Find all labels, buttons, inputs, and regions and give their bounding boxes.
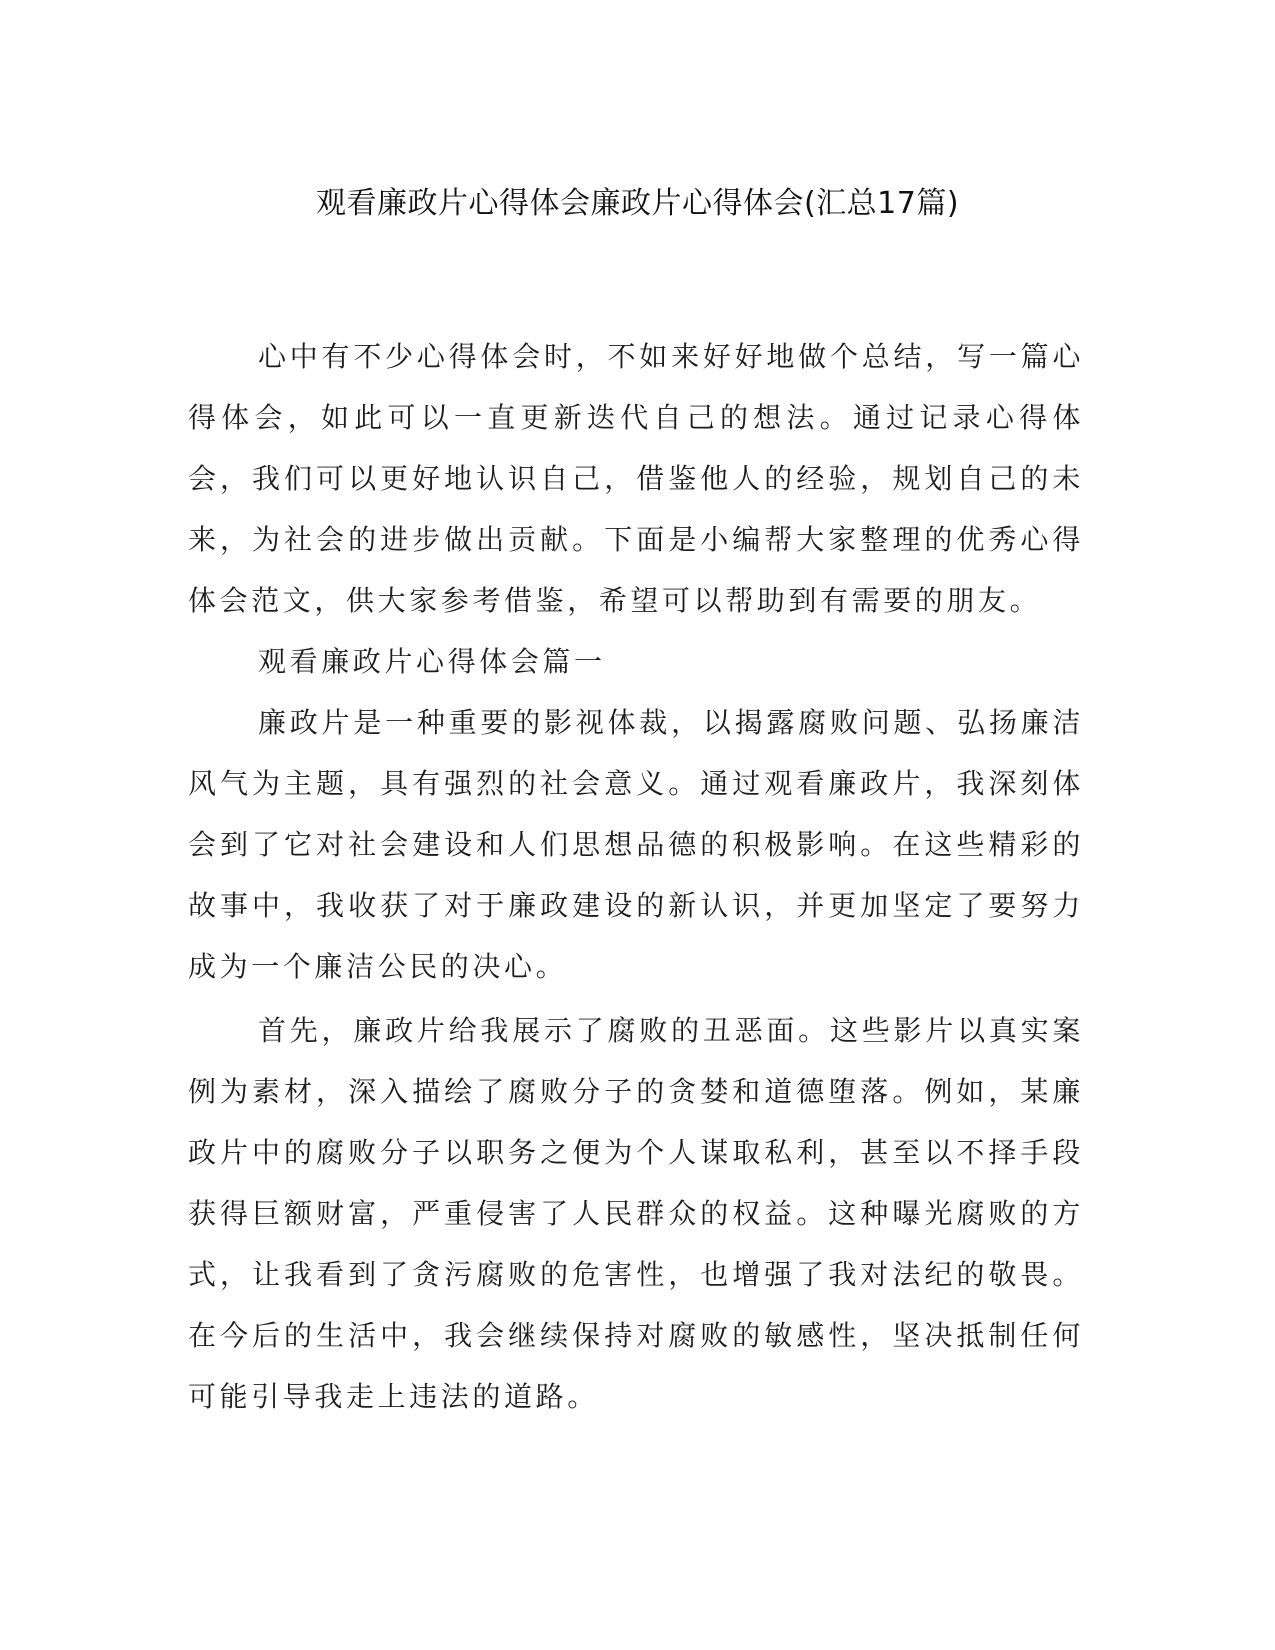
section-heading: 观看廉政片心得体会篇一 (258, 645, 606, 678)
intro-paragraph: 心中有不少心得体会时，不如来好好地做个总结，写一篇心得体会，如此可以一直更新迭代自己的想法。通过记录心得体会，我们可以更好地认识自己，借鉴他人的经验，规划自己的未来，为社会的进步做出贡献。下面是小编帮大家整理的优秀心得体会范文，供大家参考借鉴，希望可以帮助到有需要的朋友。 (188, 340, 1084, 617)
body-paragraph: 廉政片是一种重要的影视体裁，以揭露腐败问题、弘扬廉洁风气为主题，具有强烈的社会意义。通过观看廉政片，我深刻体会到了它对社会建设和人们思想品德的积极影响。在这些精彩的故事中，我收获了对于廉政建设的新认识，并更加坚定了要努力成为一个廉洁公民的决心。 (188, 706, 1084, 983)
body-paragraph: 首先，廉政片给我展示了腐败的丑恶面。这些影片以真实案例为素材，深入描绘了腐败分子的贪婪和道德堕落。例如，某廉政片中的腐败分子以职务之便为个人谋取私利，甚至以不择手段获得巨额财富，严重侵害了人民群众的权益。这种曝光腐败的方式，让我看到了贪污腐败的危害性，也增强了我对法纪的敬畏。在今后的生活中，我会继续保持对腐败的敏感性，坚决抵制任何可能引导我走上违法的道路。 (188, 1014, 1084, 1413)
document-title: 观看廉政片心得体会廉政片心得体会(汇总17篇) (315, 186, 960, 221)
document-body (188, 326, 1084, 1427)
